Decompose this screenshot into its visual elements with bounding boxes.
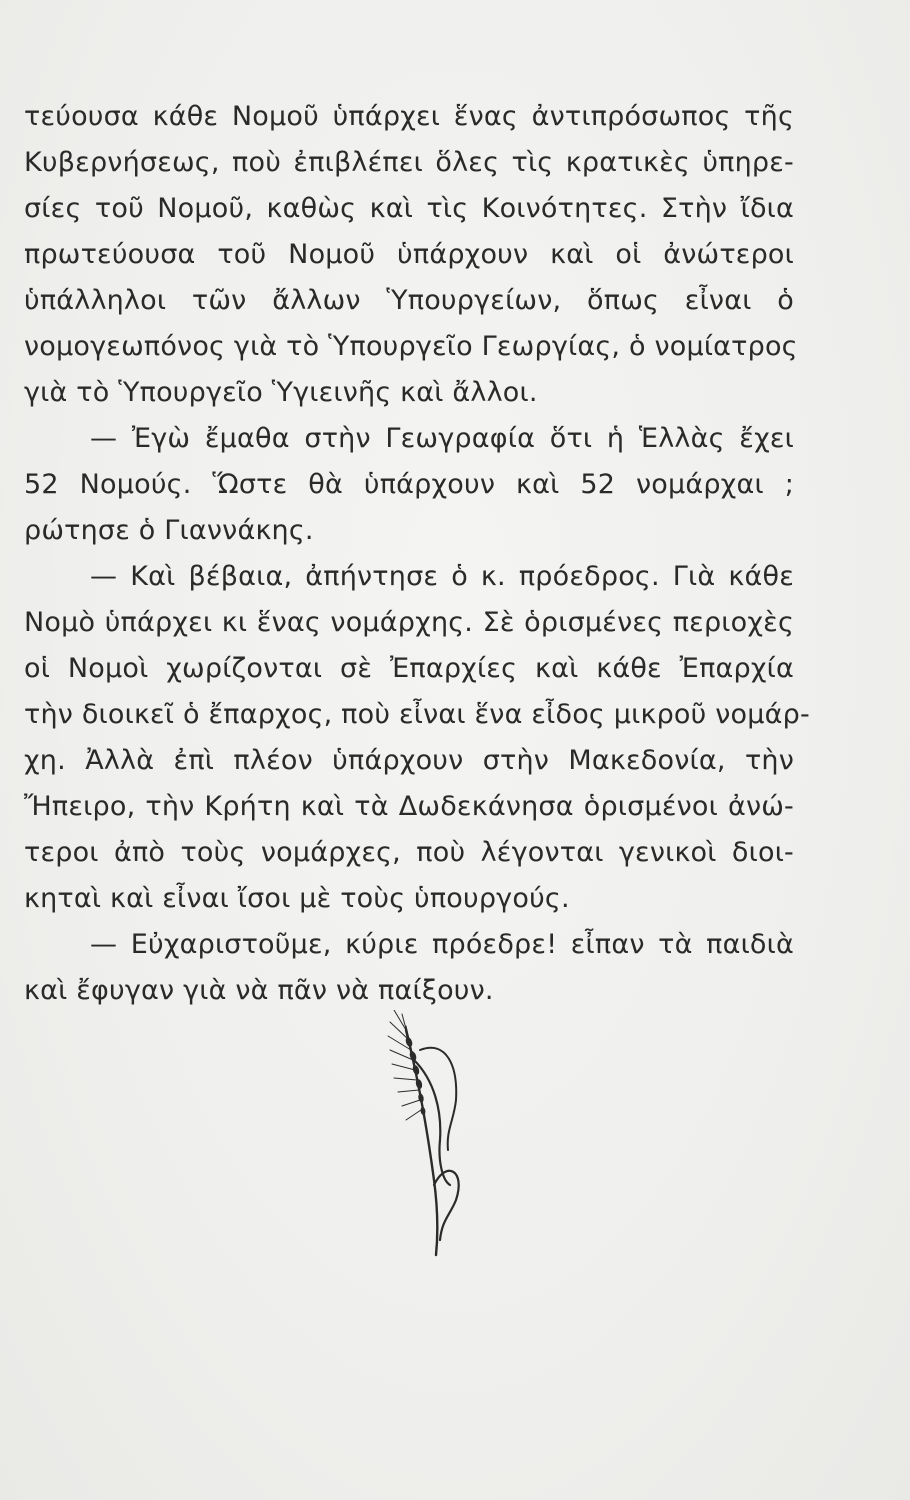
body-text bbox=[24, 94, 810, 1014]
text-line: — Καὶ βέβαια, ἀπήντησε ὁ κ. πρόεδρος. Γιὰ κάθε bbox=[90, 561, 794, 592]
wheat-ears-ornament-icon bbox=[376, 1010, 486, 1260]
text-line: Κυβερνήσεως, ποὺ ἐπιβλέπει ὅλες τὶς κρατικὲς ὑπηρε- bbox=[24, 147, 794, 178]
text-line: τὴν διοικεῖ ὁ ἔπαρχος, ποὺ εἶναι ἕνα εἶδος μικροῦ νομάρ- bbox=[24, 699, 810, 730]
text-line: τεροι ἀπὸ τοὺς νομάρχες, ποὺ λέγονται γενικοὶ διοι- bbox=[24, 837, 794, 868]
text-line: — Εὐχαριστοῦμε, κύριε πρόεδρε! εἶπαν τὰ παιδιὰ bbox=[90, 929, 794, 960]
text-line: Ἤπειρο, τὴν Κρήτη καὶ τὰ Δωδεκάνησα ὁρισμένοι ἀνώ- bbox=[24, 791, 794, 822]
text-line: Νομὸ ὑπάρχει κι ἕνας νομάρχης. Σὲ ὁρισμένες περιοχὲς bbox=[24, 607, 794, 638]
text-line: κηταὶ καὶ εἶναι ἴσοι μὲ τοὺς ὑπουργούς. bbox=[24, 883, 570, 914]
text-line: καὶ ἔφυγαν γιὰ νὰ πᾶν νὰ παίξουν. bbox=[24, 975, 494, 1006]
text-line: ὑπάλληλοι τῶν ἄλλων Ὑπουργείων, ὅπως εἶναι ὁ bbox=[24, 285, 794, 316]
text-line: γιὰ τὸ Ὑπουργεῖο Ὑγιεινῆς καὶ ἄλλοι. bbox=[24, 377, 538, 408]
text-line: χη. Ἀλλὰ ἐπὶ πλέον ὑπάρχουν στὴν Μακεδονία, τὴν bbox=[24, 745, 794, 776]
text-line: — Ἐγὼ ἔμαθα στὴν Γεωγραφία ὅτι ἡ Ἑλλὰς ἔχει bbox=[90, 423, 794, 454]
text-line: 52 Νομούς. Ὥστε θὰ ὑπάρχουν καὶ 52 νομάρχαι ; bbox=[24, 469, 794, 500]
text-line: τεύουσα κάθε Νομοῦ ὑπάρχει ἕνας ἀντιπρόσωπος τῆς bbox=[24, 101, 794, 132]
text-line: νομογεωπόνος γιὰ τὸ Ὑπουργεῖο Γεωργίας, ὁ νομίατρος bbox=[24, 331, 798, 362]
text-line: ρώτησε ὁ Γιαννάκης. bbox=[24, 515, 314, 546]
text-line: σίες τοῦ Νομοῦ, καθὼς καὶ τὶς Κοινότητες. Στὴν ἴδια bbox=[24, 193, 794, 224]
text-line: πρωτεύουσα τοῦ Νομοῦ ὑπάρχουν καὶ οἱ ἀνώτεροι bbox=[24, 239, 794, 270]
text-line: οἱ Νομοὶ χωρίζονται σὲ Ἐπαρχίες καὶ κάθε Ἐπαρχία bbox=[24, 653, 794, 684]
